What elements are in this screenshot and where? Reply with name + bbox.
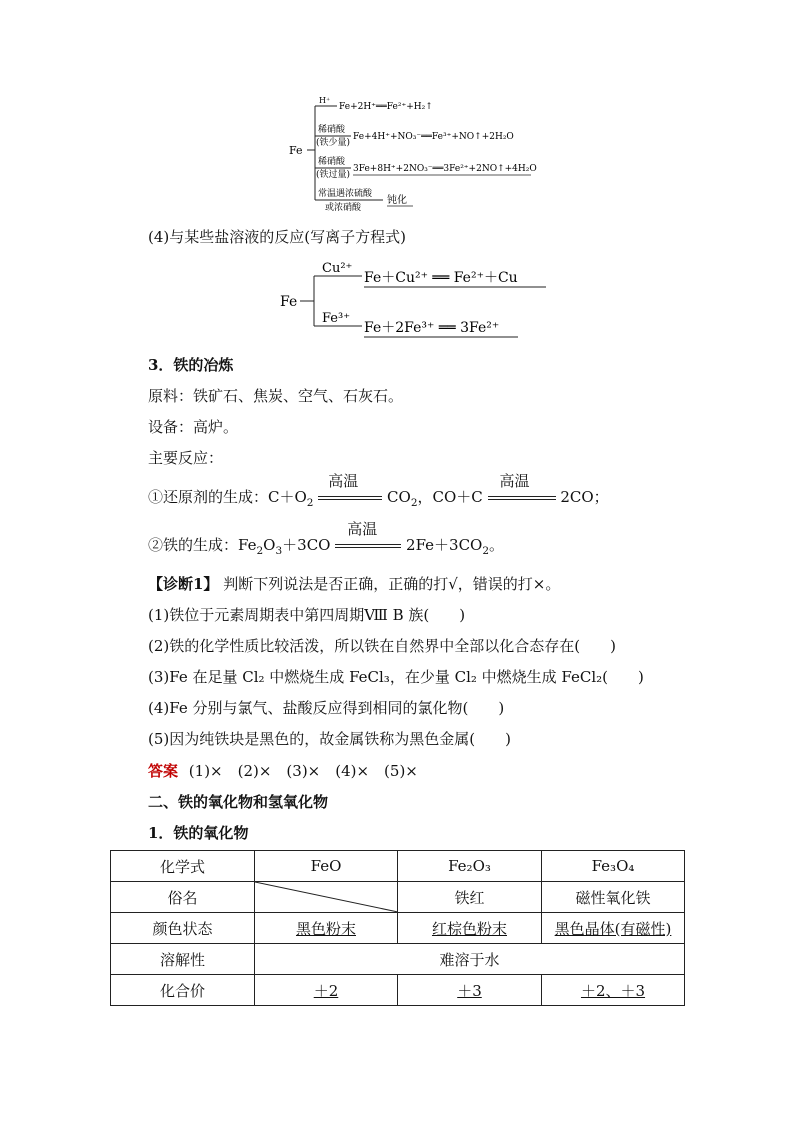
diagnosis-item-3: (3)Fe 在足量 Cl₂ 中燃烧生成 FeCl₃，在少量 Cl₂ 中燃烧生成 FeCl₂( ) [148, 668, 644, 686]
table-cell: ＋3 [398, 975, 542, 1006]
diagnosis-item-2: (2)铁的化学性质比较活泼，所以铁在自然界中全部以化合态存在( ) [148, 637, 616, 655]
answer-line [148, 760, 418, 781]
branch-h-label: H⁺ [319, 96, 331, 105]
table-cell: 颜色状态 [111, 913, 255, 944]
eq-h: Fe+2H⁺══Fe²⁺+H₂↑ [339, 102, 433, 112]
branch-dilute-excess-2: (铁过量) [316, 170, 351, 180]
diagonal-empty-cell [255, 882, 398, 913]
fe-acid-reaction-diagram [285, 94, 565, 212]
table-cell: ＋2、＋3 [542, 975, 685, 1006]
table-cell: 化合价 [111, 975, 255, 1006]
table-header-row [111, 851, 685, 882]
table-row [111, 975, 685, 1006]
branch-cu-label: Cu²⁺ [322, 261, 353, 276]
table-header-cell: Fe₃O₄ [542, 851, 685, 882]
eq-fe3: Fe＋2Fe³⁺ ══ 3Fe²⁺ [364, 320, 500, 336]
branch-conc-2: 或浓硝酸 [325, 203, 362, 212]
condition-3: 高温 [347, 520, 378, 538]
smelting-heading: 3．铁的冶炼 [148, 356, 234, 374]
diagnosis-item-5: (5)因为纯铁块是黑色的，故金属铁称为黑色金属( ) [148, 730, 511, 748]
table-cell: 溶解性 [111, 944, 255, 975]
table-cell: 红棕色粉末 [398, 913, 542, 944]
salt-reaction-heading: (4)与某些盐溶液的反应(写离子方程式) [148, 228, 406, 246]
reaction-2: ②铁的生成：$Fe_2O_3+3CO$ 高温 $2Fe+3CO_2$。 [148, 520, 505, 557]
diagonal-line [255, 882, 398, 912]
section-2-heading: 二、铁的氧化物和氢氧化物 [148, 793, 329, 811]
diagnosis-item-1: (1)铁位于元素周期表中第四周期Ⅷ B 族( ) [148, 606, 466, 624]
diagnosis-intro: 判断下列说法是否正确，正确的打√，错误的打×。 [223, 575, 561, 593]
branch-conc-1: 常温遇浓硫酸 [318, 189, 373, 199]
table-row [111, 913, 685, 944]
answer-label: 答案 [148, 762, 179, 780]
table-row [111, 882, 685, 913]
table-row [111, 944, 685, 975]
branch-fe3-label: Fe³⁺ [322, 311, 351, 326]
table-cell: 黑色粉末 [255, 913, 398, 944]
smelting-raw: 原料：铁矿石、焦炭、空气、石灰石。 [148, 387, 404, 405]
table-cell: 黑色晶体(有磁性) [542, 913, 685, 944]
diagnosis-intro-line [148, 573, 560, 594]
table-header-cell: Fe₂O₃ [398, 851, 542, 882]
fe-root-label: Fe [289, 144, 303, 157]
table-header-cell: 化学式 [111, 851, 255, 882]
answer-text: (1)× (2)× (3)× (4)× (5)× [188, 762, 418, 780]
eq-conc: 钝化 [387, 195, 407, 206]
eq-dilute-excess: 3Fe+8H⁺+2NO₃⁻══3Fe²⁺+2NO↑+4H₂O [353, 164, 537, 174]
diagnosis-tag: 【诊断1】 [148, 575, 219, 593]
iron-oxide-table [110, 850, 685, 1006]
fe-salt-reaction-diagram [278, 256, 568, 342]
fe-root-label-2: Fe [280, 294, 298, 310]
condition-2: 高温 [499, 472, 530, 490]
eq-dilute-little: Fe+4H⁺+NO₃⁻══Fe³⁺+NO↑+2H₂O [353, 132, 514, 142]
table-cell: ＋2 [255, 975, 398, 1006]
table-header-cell: FeO [255, 851, 398, 882]
condition-1: 高温 [328, 472, 359, 490]
eq-cu: Fe＋Cu²⁺ ══ Fe²⁺＋Cu [364, 270, 518, 286]
branch-dilute-excess-1: 稀硝酸 [318, 157, 346, 167]
table-cell: 铁红 [398, 882, 542, 913]
section-2-sub: 1．铁的氧化物 [148, 824, 249, 842]
table-cell: 难溶于水 [255, 944, 685, 975]
diagnosis-item-4: (4)Fe 分别与氯气、盐酸反应得到相同的氯化物( ) [148, 699, 505, 717]
branch-dilute-little-2: (铁少量) [316, 138, 351, 148]
branch-dilute-little-1: 稀硝酸 [318, 125, 346, 135]
reaction-1: ①还原剂的生成：$C+O_2$ 高温 $CO_2$，CO＋C 高温 2CO； [148, 472, 609, 509]
smelting-equipment: 设备：高炉。 [148, 418, 239, 436]
smelting-main: 主要反应： [148, 449, 224, 467]
table-cell: 俗名 [111, 882, 255, 913]
table-cell: 磁性氧化铁 [542, 882, 685, 913]
